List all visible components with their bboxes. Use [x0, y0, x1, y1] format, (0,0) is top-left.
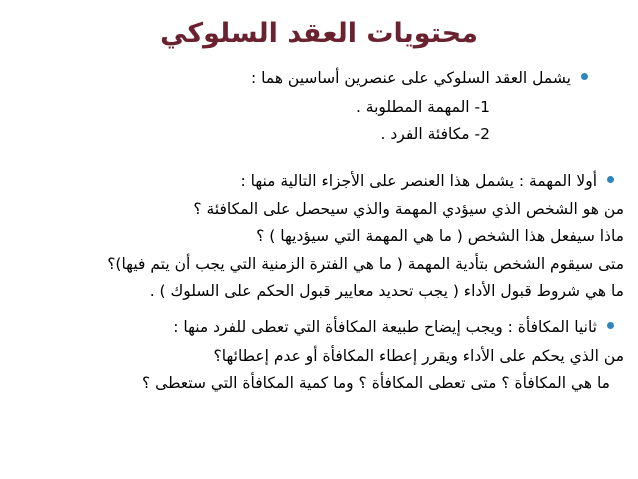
bullet-line-elements-intro [0, 67, 588, 89]
reward-intro-text: ثانيا المكافأة : ويجب إيضاح طبيعة المكافأة التي تعطى للفرد منها : [173, 318, 597, 336]
task-intro-text: أولا المهمة : يشمل هذا العنصر على الأجزاء التالية منها : [240, 172, 597, 190]
bullet-line-task-intro [0, 170, 614, 192]
elements-intro-text: يشمل العقد السلوكي على عنصرين أساسين هما : [251, 69, 571, 87]
bullet-line-reward-intro [0, 316, 614, 338]
reward-question-what: ما هي المكافأة ؟ متى تعطى المكافأة ؟ وما كمية المكافأة التي ستعطى ؟ [142, 374, 610, 392]
task-question-criteria: ما هي شروط قبول الأداء ( يجب تحديد معايير قبول الحكم على السلوك ) . [149, 282, 624, 300]
bullet-icon [607, 322, 614, 329]
bullet-icon [607, 176, 614, 183]
slide-title: محتويات العقد السلوكي [160, 18, 478, 49]
elements-item-task: 1- المهمة المطلوبة . [355, 98, 490, 116]
elements-item-reward: 2- مكافئة الفرد . [380, 125, 490, 143]
bullet-icon [581, 73, 588, 80]
reward-question-who: من الذي يحكم على الأداء ويقرر إعطاء المكافأة أو عدم إعطائها؟ [213, 347, 624, 365]
task-question-what: ماذا سيفعل هذا الشخص ( ما هي المهمة التي سيؤديها ) ؟ [256, 227, 624, 245]
task-question-when: متى سيقوم الشخص بتأدية المهمة ( ما هي الفترة الزمنية التي يجب أن يتم فيها)؟ [107, 255, 624, 273]
task-question-who: من هو الشخص الذي سيؤدي المهمة والذي سيحصل على المكافئة ؟ [193, 200, 624, 218]
